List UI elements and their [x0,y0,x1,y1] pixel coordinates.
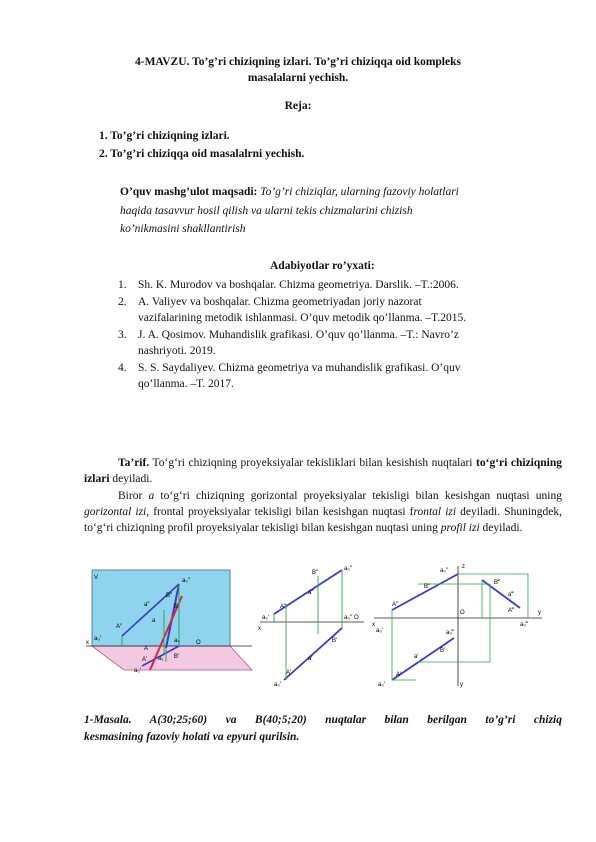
literature-item-cont: nashriyoti. 2019. [138,345,216,357]
svg-text:x: x [258,626,261,632]
literature-item: 4. S. S. Saydaliyev. Chizma geometriya va muhandislik grafikasi. O’quv [118,362,461,374]
figure-epure-2 [256,562,368,688]
svg-text:B′: B′ [440,648,446,654]
goal-label: O’quv mashg’ulot maqsadi: [120,186,258,198]
svg-text:a₀′: a₀′ [94,636,101,642]
svg-text:a‴: a‴ [508,592,514,598]
svg-text:O: O [460,610,465,616]
task-line-2: kesmasining fazoviy holati va epyuri qurilsin. [84,731,300,743]
figure-epure-3 [370,562,548,690]
svg-text:a₀′: a₀′ [134,668,141,674]
literature-heading: Adabiyotlar ro’yxati: [270,260,375,272]
svg-text:B‴: B‴ [494,580,501,586]
definition-term: Ta’rif. [118,457,150,469]
literature-item: 2. A. Valiyev va boshqalar. Chizma geometriyadan joriy nazorat [118,296,422,308]
figure-label: a₀″ [344,566,352,572]
figure-label: V [94,575,99,581]
goal-text-1: To’g’ri chiziqlar, ularning fazoviy holatlari [257,186,459,198]
svg-text:a₀: a₀ [174,638,180,644]
svg-text:B″: B″ [312,570,319,576]
svg-text:a₀‴: a₀‴ [520,622,528,628]
task-line-1: 1-Masala. A(30;25;60) va B(40;5;20) nuqtalar bilan berilgan to’g’ri chiziq [84,714,562,726]
svg-text:y: y [460,682,463,688]
svg-text:a: a [152,618,156,624]
svg-text:A′: A′ [286,670,292,676]
reja-item-2: 2. To’g’ri chiziqqa oid masalalrni yechish. [99,148,305,160]
svg-text:a′: a′ [308,656,313,662]
reja-item-1: 1. To’g’ri chiziqning izlari. [99,130,230,142]
goal-line-1 [120,184,459,200]
figure-spatial-traces [84,562,254,680]
svg-text:A″: A″ [392,602,399,608]
definition-bold-term: to‘g‘ri chiziqning izlari [84,457,562,486]
goal-line-3: ko’nikmasini shakllantirish [120,223,246,235]
svg-text:B: B [174,604,179,610]
svg-text:a₀′: a₀′ [378,682,385,688]
svg-text:A‴: A‴ [508,608,515,614]
svg-text:a₀‴: a₀‴ [446,630,454,636]
figure-label: z [462,564,465,570]
svg-text:A″: A″ [280,604,287,610]
svg-text:A′: A′ [396,672,402,678]
definition-paragraph-2: Biror a to‘g‘ri chiziqning gorizontal proyeksiyalar tekisligi bilan kesishgan nuqtasi uning gorizontal izi, frontal proyeksiyalar tekisligi bilan kesishgan nuqtasi frontal izi deyiladi. Shuningdek, to‘g‘ri chiziqning profil proyeksiyalar tekisligi bilan kesishgan nuqtasi uning profil izi deyiladi. [84,490,563,535]
svg-text:a″: a″ [144,602,150,608]
svg-text:B′: B′ [332,638,338,644]
svg-text:A: A [144,646,149,652]
svg-text:a₀′: a₀′ [274,682,281,688]
svg-text:a₀′: a₀′ [262,615,269,621]
reja-heading: Reja: [284,100,312,112]
literature-item: 3. J. A. Qosimov. Muhandislik grafikasi. O’quv qo’llanma. –T.: Navro’z [118,329,459,341]
svg-text:a″: a″ [308,590,314,596]
title-line-1: 4-MAVZU. To’g’ri chiziqning izlari. To’g’ri chiziqqa oid kompleks [135,56,461,68]
svg-text:a₀″: a₀″ [182,578,190,584]
svg-text:a₁: a₁ [158,656,164,662]
svg-text:a₀″: a₀″ [344,615,352,621]
literature-item: 1. Sh. K. Murodov va boshqalar. Chizma geometriya. Darslik. –T.:2006. [118,279,459,291]
goal-line-2: haqida tasavvur hosil qilish va ularni tekis chizmalarini chizish [120,205,413,217]
literature-item-cont: vazifalarining metodik ishlanmasi. O’quv metodik qo’llanma. –T.2015. [138,312,467,324]
svg-text:B″: B″ [166,593,173,599]
title-line-2: masalalarni yechish. [247,72,349,84]
svg-text:a′: a′ [414,654,419,660]
svg-text:x: x [86,640,89,646]
definition-paragraph-1: Ta’rif. To‘g‘ri chiziqning proyeksiyalar tekisliklari bilan kesishish nuqtalari to‘g‘ri chiziqning izlari deyiladi. [84,457,562,486]
literature-item-cont: qo’llanma. –T. 2017. [138,378,234,390]
svg-text:a₀′: a₀′ [376,628,383,634]
svg-text:a₀″: a₀″ [440,568,448,574]
svg-text:O: O [196,640,201,646]
svg-text:B′: B′ [174,654,180,660]
svg-text:A′: A′ [142,657,148,663]
svg-text:x: x [372,622,375,628]
svg-text:A″: A″ [116,624,123,630]
svg-text:O: O [354,615,359,621]
literature-list [118,277,558,392]
svg-text:y: y [538,610,541,616]
svg-text:B″: B″ [424,584,431,590]
